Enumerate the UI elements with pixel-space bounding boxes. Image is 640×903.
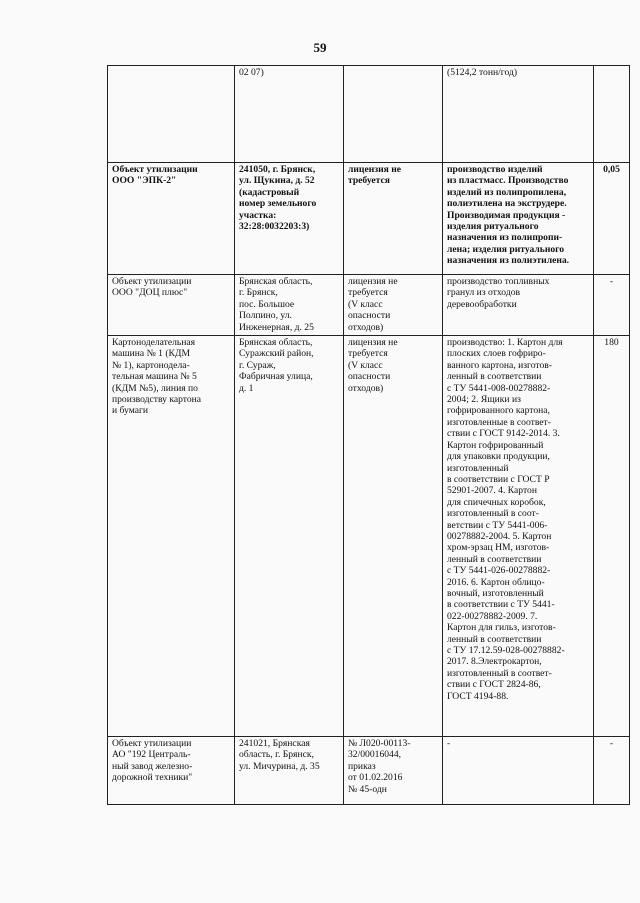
facility-name-cell: Объект утилизации АО "192 Централь- ный завод железно- дорожной техники" (108, 737, 235, 805)
table-row (108, 336, 630, 737)
license-cell: лицензия не требуется (V класс опасности отходов) (344, 336, 443, 737)
activity-cell: производство топливных гранул из отходов деревообработки (443, 275, 594, 336)
address-cell: 241021, Брянская область, г. Брянск, ул. Мичурина, д. 35 (235, 737, 344, 805)
license-cell: лицензия не требуется (V класс опасности отходов) (344, 275, 443, 336)
table-row (108, 66, 630, 163)
license-cell (344, 66, 443, 163)
license-cell: № Л020-00113- 32/00016044, приказ от 01.02.2016 № 45-одн (344, 737, 443, 805)
table-row (108, 737, 630, 805)
capacity-cell: - (594, 275, 630, 336)
table-row (108, 163, 630, 275)
license-cell: лицензия не требуется (344, 163, 443, 275)
capacity-cell (594, 66, 630, 163)
waste-facilities-table (107, 65, 630, 805)
capacity-cell: 180 (594, 336, 630, 737)
capacity-cell: 0,05 (594, 163, 630, 275)
facility-name-cell: Объект утилизации ООО "ЭПК-2" (108, 163, 235, 275)
facility-name-cell: Объект утилизации ООО "ДОЦ плюс" (108, 275, 235, 336)
page-number: 59 (313, 40, 327, 55)
address-cell: Брянская область, Суражский район, г. Сураж, Фабричная улица, д. 1 (235, 336, 344, 737)
activity-cell: производство изделий из пластмасс. Производство изделий из полипропилена, полиэтилена на экструдере. Производимая продукция - изделия ритуального назначения из полипропи- лена; изделия ритуального назначения из полиэтилена. (443, 163, 594, 275)
address-cell: 241050, г. Брянск, ул. Щукина, д. 52 (кадастровый номер земельного участка: 32:28:0032203:3) (235, 163, 344, 275)
address-cell: Брянская область, г. Брянск, пос. Большое Полпино, ул. Инженерная, д. 25 (235, 275, 344, 336)
facility-name-cell (108, 66, 235, 163)
facility-name-cell: Картоноделательная машина № 1 (КДМ № 1), картоноделa- тельная машина № 5 (КДМ №5), линия по производству картона и бумаги (108, 336, 235, 737)
activity-cell: (5124,2 тонн/год) (443, 66, 594, 163)
capacity-cell: - (594, 737, 630, 805)
activity-cell: производство: 1. Картон для плоских слоев гофриро- ванного картона, изготов- ленный в соответствии с ТУ 5441-008-00278882- 2004; 2. Ящики из гофрированного картона, изготовленные в соответ- ствии с ГОСТ 9142-2014. 3. Картон гофрированный для упаковки продукции, изготовленный в соответствии с ГОСТ Р 52901-2007. 4. Картон для спичечных коробок, изготовленный в соот- ветствии с ТУ 5441-006- 00278882-2004. 5. Картон хром-эрзац НМ, изготов- ленный в соответствии с ТУ 5441-026-00278882- 2016. 6. Картон облицо- вочный, изготовленный в соответствии с ТУ 5441- 022-00278882-2009. 7. Картон для гильз, изготов- ленный в соответствии с ТУ 17.12.59-028-00278882- 2017. 8.Электрокартон, изготовленный в соответ- ствии с ГОСТ 2824-86, ГОСТ 4194-88. (443, 336, 594, 737)
activity-cell: - (443, 737, 594, 805)
table-row (108, 275, 630, 336)
address-cell: 02 07) (235, 66, 344, 163)
